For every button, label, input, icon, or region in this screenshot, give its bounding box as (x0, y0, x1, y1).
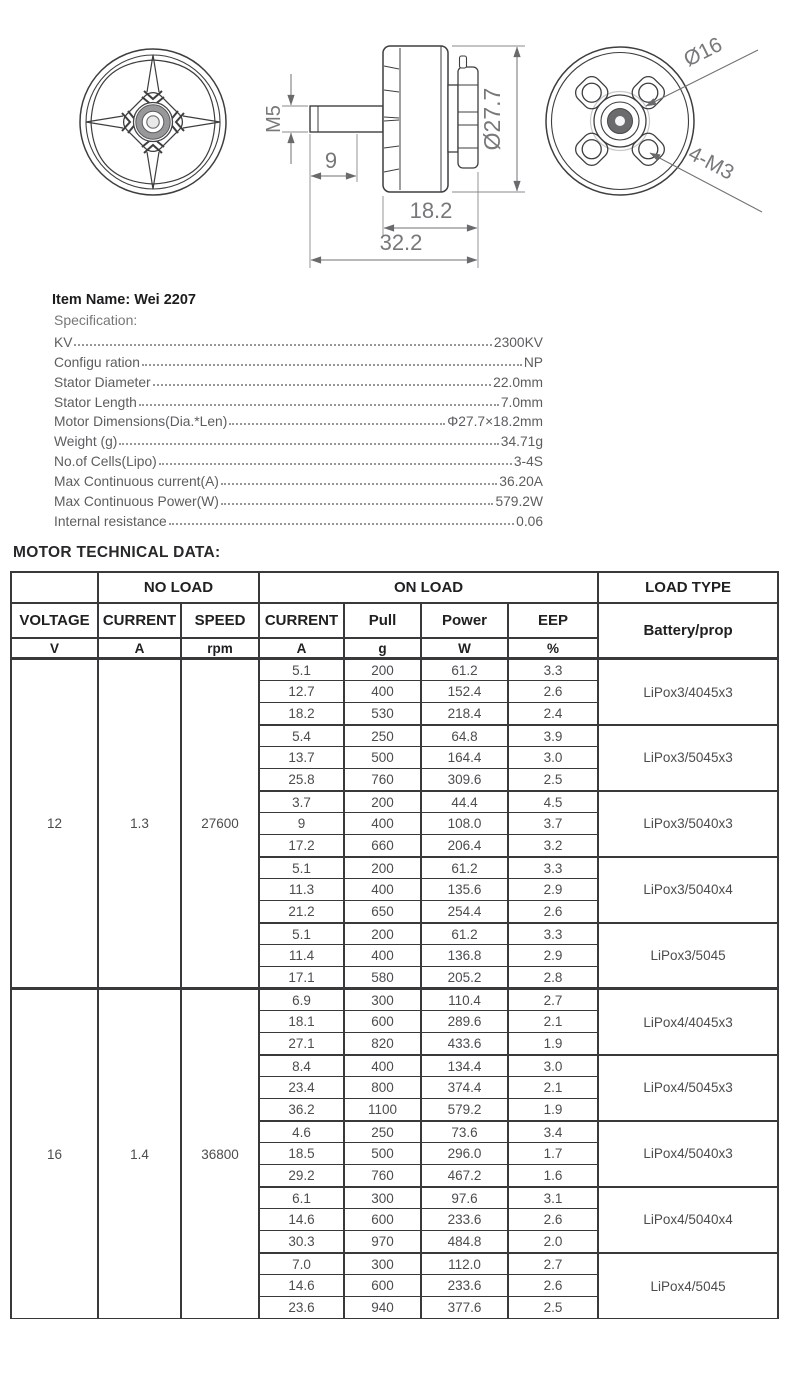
pull-cell: 200 (344, 659, 421, 681)
eep-cell: 2.6 (508, 901, 598, 923)
eep-cell: 2.7 (508, 1253, 598, 1275)
onload-current-cell: 5.4 (259, 725, 344, 747)
onload-current-cell: 17.1 (259, 967, 344, 989)
spec-label: Motor Dimensions(Dia.*Len) (54, 414, 228, 430)
spec-value: NP (523, 354, 543, 370)
onload-current-cell: 5.1 (259, 923, 344, 945)
spec-row (54, 489, 543, 509)
header-onload-current: CURRENT (259, 603, 344, 638)
dim-diameter: Ø27.7 (479, 87, 505, 151)
spec-value: 2300KV (493, 334, 543, 350)
motor-shaft (310, 106, 383, 132)
noload-current-cell: 1.3 (98, 659, 181, 989)
pull-cell: 600 (344, 1275, 421, 1297)
power-cell: 97.6 (421, 1187, 508, 1209)
spec-label: KV (54, 334, 73, 350)
onload-current-cell: 13.7 (259, 747, 344, 769)
eep-cell: 3.9 (508, 725, 598, 747)
eep-cell: 3.2 (508, 835, 598, 857)
header-group-row (11, 572, 778, 603)
pull-cell: 530 (344, 703, 421, 725)
pull-cell: 500 (344, 1143, 421, 1165)
power-cell: 289.6 (421, 1011, 508, 1033)
power-cell: 218.4 (421, 703, 508, 725)
power-cell: 44.4 (421, 791, 508, 813)
unit-onload-current: A (259, 638, 344, 659)
motor-back-view (546, 33, 762, 212)
power-cell: 206.4 (421, 835, 508, 857)
power-cell: 254.4 (421, 901, 508, 923)
eep-cell: 3.3 (508, 857, 598, 879)
spec-value: 36.20A (499, 474, 543, 490)
pull-cell: 1100 (344, 1099, 421, 1121)
spec-leader-dots (142, 364, 522, 366)
eep-cell: 1.7 (508, 1143, 598, 1165)
battery-prop-cell: LiPox3/5040x4 (598, 857, 778, 923)
eep-cell: 3.3 (508, 923, 598, 945)
onload-current-cell: 6.1 (259, 1187, 344, 1209)
spec-row (54, 330, 543, 350)
eep-cell: 1.9 (508, 1033, 598, 1055)
power-cell: 134.4 (421, 1055, 508, 1077)
item-name-title: Item Name: Wei 2207 (52, 292, 196, 308)
onload-current-cell: 11.3 (259, 879, 344, 901)
spec-label: Configu ration (54, 354, 140, 370)
spec-value: 7.0mm (500, 394, 543, 410)
pull-cell: 970 (344, 1231, 421, 1253)
pull-cell: 650 (344, 901, 421, 923)
motor-side-view (263, 46, 525, 268)
power-cell: 152.4 (421, 681, 508, 703)
pull-cell: 300 (344, 989, 421, 1011)
onload-current-cell: 23.6 (259, 1297, 344, 1319)
spec-row (54, 370, 543, 390)
onload-current-cell: 27.1 (259, 1033, 344, 1055)
spec-label: Internal resistance (54, 513, 167, 529)
eep-cell: 3.1 (508, 1187, 598, 1209)
power-cell: 233.6 (421, 1209, 508, 1231)
shaft-tail (460, 56, 467, 68)
table-row (11, 989, 778, 1011)
pull-cell: 200 (344, 923, 421, 945)
spec-leader-dots (139, 404, 499, 406)
battery-prop-cell: LiPox3/5040x3 (598, 791, 778, 857)
unit-power: W (421, 638, 508, 659)
power-cell: 579.2 (421, 1099, 508, 1121)
pull-cell: 250 (344, 1121, 421, 1143)
power-cell: 110.4 (421, 989, 508, 1011)
power-cell: 233.6 (421, 1275, 508, 1297)
eep-cell: 2.6 (508, 1275, 598, 1297)
eep-cell: 3.4 (508, 1121, 598, 1143)
spec-value: Φ27.7×18.2mm (447, 414, 543, 430)
onload-current-cell: 21.2 (259, 901, 344, 923)
spec-leader-dots (229, 423, 445, 425)
header-power: Power (421, 603, 508, 638)
power-cell: 61.2 (421, 857, 508, 879)
dim-mount-holes: 4-M3 (684, 141, 738, 185)
pull-cell: 250 (344, 725, 421, 747)
pull-cell: 660 (344, 835, 421, 857)
eep-cell: 2.8 (508, 967, 598, 989)
battery-prop-cell: LiPox3/4045x3 (598, 659, 778, 725)
spec-row (54, 449, 543, 469)
onload-current-cell: 18.2 (259, 703, 344, 725)
pull-cell: 760 (344, 769, 421, 791)
eep-cell: 1.9 (508, 1099, 598, 1121)
spec-value: 34.71g (500, 434, 543, 450)
shaft-hole-center (147, 116, 159, 128)
pull-cell: 400 (344, 945, 421, 967)
spec-leader-dots (221, 483, 497, 485)
spec-leader-dots (159, 463, 512, 465)
voltage-cell: 12 (11, 659, 98, 989)
power-cell: 309.6 (421, 769, 508, 791)
power-cell: 377.6 (421, 1297, 508, 1319)
header-empty-cell (11, 572, 98, 603)
pull-cell: 760 (344, 1165, 421, 1187)
dim-shaft-length: 9 (324, 148, 338, 173)
onload-current-cell: 3.7 (259, 791, 344, 813)
spec-row (54, 509, 543, 529)
unit-noload-current: A (98, 638, 181, 659)
onload-current-cell: 12.7 (259, 681, 344, 703)
pull-cell: 200 (344, 857, 421, 879)
eep-cell: 2.7 (508, 989, 598, 1011)
onload-current-cell: 9 (259, 813, 344, 835)
power-cell: 374.4 (421, 1077, 508, 1099)
unit-eep: % (508, 638, 598, 659)
speed-cell: 27600 (181, 659, 259, 989)
pull-cell: 800 (344, 1077, 421, 1099)
specification-heading: Specification: (54, 312, 138, 328)
pull-cell: 400 (344, 879, 421, 901)
dim-mount-circle: Ø16 (680, 33, 726, 72)
onload-current-cell: 29.2 (259, 1165, 344, 1187)
onload-current-cell: 6.9 (259, 989, 344, 1011)
eep-cell: 2.0 (508, 1231, 598, 1253)
pull-cell: 600 (344, 1011, 421, 1033)
eep-cell: 2.5 (508, 1297, 598, 1319)
power-cell: 467.2 (421, 1165, 508, 1187)
pull-cell: 400 (344, 813, 421, 835)
battery-prop-cell: LiPox4/5040x4 (598, 1187, 778, 1253)
eep-cell: 2.9 (508, 879, 598, 901)
pull-cell: 200 (344, 791, 421, 813)
power-cell: 108.0 (421, 813, 508, 835)
pull-cell: 580 (344, 967, 421, 989)
dim-body-length: 18.2 (409, 198, 453, 223)
onload-current-cell: 14.6 (259, 1275, 344, 1297)
spec-label: Stator Length (54, 394, 137, 410)
eep-cell: 2.1 (508, 1011, 598, 1033)
header-noload-current: CURRENT (98, 603, 181, 638)
spec-value: 0.06 (516, 513, 543, 529)
power-cell: 433.6 (421, 1033, 508, 1055)
onload-current-cell: 4.6 (259, 1121, 344, 1143)
dim-shaft-thread: M5 (263, 105, 285, 133)
power-cell: 484.8 (421, 1231, 508, 1253)
spec-row (54, 410, 543, 430)
voltage-cell: 16 (11, 989, 98, 1319)
spec-label: Stator Diameter (54, 374, 151, 390)
spec-leader-dots (153, 384, 492, 386)
battery-prop-cell: LiPox4/5045x3 (598, 1055, 778, 1121)
spec-label: Max Continuous current(A) (54, 474, 219, 490)
header-voltage: VOLTAGE (11, 603, 98, 638)
header-pull: Pull (344, 603, 421, 638)
eep-cell: 3.7 (508, 813, 598, 835)
spec-value: 22.0mm (493, 374, 543, 390)
eep-cell: 2.1 (508, 1077, 598, 1099)
eep-cell: 1.6 (508, 1165, 598, 1187)
rear-shaft-hole (615, 116, 625, 126)
eep-cell: 3.0 (508, 747, 598, 769)
eep-cell: 3.0 (508, 1055, 598, 1077)
spec-leader-dots (119, 443, 498, 445)
header-load-type: LOAD TYPE (598, 572, 778, 603)
onload-current-cell: 8.4 (259, 1055, 344, 1077)
onload-current-cell: 7.0 (259, 1253, 344, 1275)
battery-prop-cell: LiPox3/5045 (598, 923, 778, 989)
onload-current-cell: 25.8 (259, 769, 344, 791)
onload-current-cell: 5.1 (259, 857, 344, 879)
onload-current-cell: 11.4 (259, 945, 344, 967)
motor-base-collar (448, 85, 458, 152)
spec-value: 579.2W (495, 494, 543, 510)
eep-cell: 2.9 (508, 945, 598, 967)
noload-current-cell: 1.4 (98, 989, 181, 1319)
battery-prop-cell: LiPox3/5045x3 (598, 725, 778, 791)
spec-row (54, 429, 543, 449)
pull-cell: 600 (344, 1209, 421, 1231)
header-speed: SPEED (181, 603, 259, 638)
header-on-load: ON LOAD (259, 572, 598, 603)
spec-row (54, 350, 543, 370)
onload-current-cell: 36.2 (259, 1099, 344, 1121)
eep-cell: 2.5 (508, 769, 598, 791)
spec-row (54, 469, 543, 489)
eep-cell: 2.4 (508, 703, 598, 725)
eep-cell: 2.6 (508, 681, 598, 703)
power-cell: 61.2 (421, 923, 508, 945)
onload-current-cell: 17.2 (259, 835, 344, 857)
power-cell: 112.0 (421, 1253, 508, 1275)
onload-current-cell: 5.1 (259, 659, 344, 681)
power-cell: 61.2 (421, 659, 508, 681)
table-row (11, 659, 778, 681)
eep-cell: 2.6 (508, 1209, 598, 1231)
pull-cell: 400 (344, 1055, 421, 1077)
header-no-load: NO LOAD (98, 572, 259, 603)
spec-leader-dots (74, 344, 491, 346)
eep-cell: 4.5 (508, 791, 598, 813)
spec-value: 3-4S (513, 454, 543, 470)
power-cell: 136.8 (421, 945, 508, 967)
header-battery-prop: Battery/prop (598, 603, 778, 659)
spec-leader-dots (221, 503, 494, 505)
pull-cell: 940 (344, 1297, 421, 1319)
motor-data-table (10, 571, 779, 1320)
power-cell: 64.8 (421, 725, 508, 747)
header-eep: EEP (508, 603, 598, 638)
spec-label: No.of Cells(Lipo) (54, 454, 157, 470)
technical-drawings (0, 0, 790, 280)
pull-cell: 300 (344, 1187, 421, 1209)
onload-current-cell: 14.6 (259, 1209, 344, 1231)
pull-cell: 300 (344, 1253, 421, 1275)
power-cell: 135.6 (421, 879, 508, 901)
battery-prop-cell: LiPox4/4045x3 (598, 989, 778, 1055)
speed-cell: 36800 (181, 989, 259, 1319)
header-column-row (11, 603, 778, 638)
eep-cell: 3.3 (508, 659, 598, 681)
spec-list (54, 330, 543, 529)
unit-pull: g (344, 638, 421, 659)
onload-current-cell: 23.4 (259, 1077, 344, 1099)
pull-cell: 500 (344, 747, 421, 769)
power-cell: 164.4 (421, 747, 508, 769)
spec-leader-dots (169, 523, 514, 525)
onload-current-cell: 18.5 (259, 1143, 344, 1165)
motor-front-view (80, 49, 226, 195)
spec-label: Weight (g) (54, 434, 118, 450)
onload-current-cell: 30.3 (259, 1231, 344, 1253)
motor-mount-plate (458, 67, 478, 168)
pull-cell: 400 (344, 681, 421, 703)
power-cell: 296.0 (421, 1143, 508, 1165)
onload-current-cell: 18.1 (259, 1011, 344, 1033)
spec-row (54, 390, 543, 410)
battery-prop-cell: LiPox4/5045 (598, 1253, 778, 1319)
spec-label: Max Continuous Power(W) (54, 494, 219, 510)
power-cell: 205.2 (421, 967, 508, 989)
battery-prop-cell: LiPox4/5040x3 (598, 1121, 778, 1187)
motor-data-heading: MOTOR TECHNICAL DATA: (13, 543, 221, 561)
motor-table-body (11, 659, 778, 1319)
dim-total-length: 32.2 (379, 230, 423, 255)
unit-voltage: V (11, 638, 98, 659)
pull-cell: 820 (344, 1033, 421, 1055)
power-cell: 73.6 (421, 1121, 508, 1143)
unit-speed: rpm (181, 638, 259, 659)
